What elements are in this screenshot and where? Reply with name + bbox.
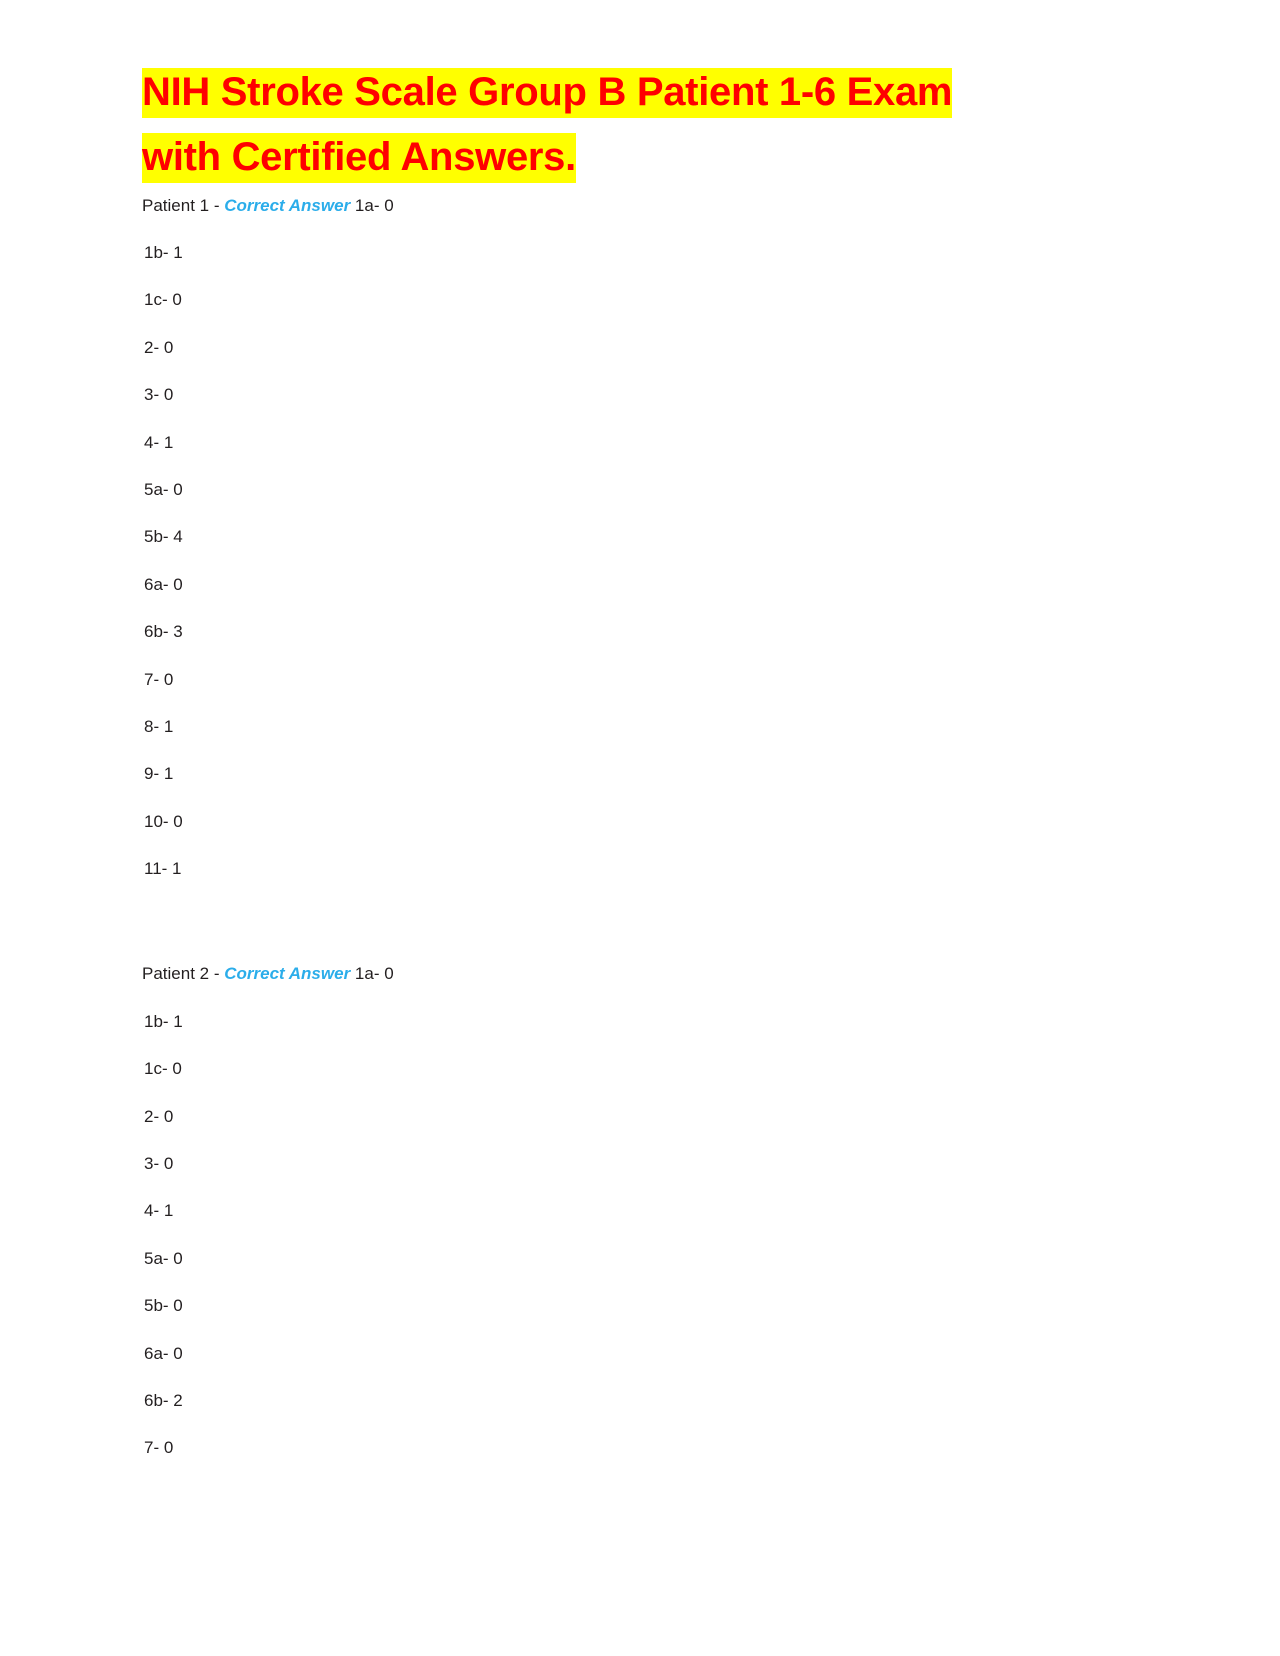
answer-item: 2- 0	[144, 1106, 174, 1126]
answer-item: 11- 1	[144, 859, 182, 879]
answer-item: 1c- 0	[144, 1059, 182, 1079]
patient-lead-line	[142, 196, 1140, 216]
patient-label: Patient 2 -	[142, 964, 225, 984]
answer-item: 5b- 0	[144, 1296, 183, 1316]
answer-item: 6b- 2	[144, 1390, 183, 1410]
answer-item: 2- 0	[144, 337, 174, 357]
correct-answer-label: Correct Answer	[224, 964, 351, 984]
patient-first-answer: 1a- 0	[350, 195, 394, 215]
answer-item: 5b- 4	[144, 527, 183, 547]
answer-block-patient-1	[142, 196, 1140, 880]
correct-answer-label: Correct Answer	[224, 195, 351, 215]
answer-item: 7- 0	[144, 1438, 174, 1458]
answer-block-patient-2	[142, 964, 1140, 1458]
block-separator	[142, 906, 1140, 964]
answer-item: 9- 1	[144, 764, 174, 784]
page-title	[142, 60, 1002, 190]
page-title-text: NIH Stroke Scale Group B Patient 1-6 Exam with Certified Answers.	[142, 68, 952, 183]
answer-item: 6a- 0	[144, 574, 183, 594]
answer-item: 8- 1	[144, 716, 174, 736]
answer-item: 7- 0	[144, 669, 174, 689]
answer-item: 10- 0	[144, 811, 183, 831]
answer-item: 3- 0	[144, 385, 174, 405]
answer-item: 5a- 0	[144, 479, 183, 499]
answer-item: 1b- 1	[144, 1011, 183, 1031]
patient-label: Patient 1 -	[142, 195, 225, 215]
answer-item: 4- 1	[144, 1201, 174, 1221]
answer-item: 1b- 1	[144, 242, 183, 262]
answer-item: 3- 0	[144, 1154, 174, 1174]
answer-item: 4- 1	[144, 432, 174, 452]
answer-item: 5a- 0	[144, 1248, 183, 1268]
answer-item: 1c- 0	[144, 290, 182, 310]
answer-item: 6b- 3	[144, 622, 183, 642]
answer-item: 6a- 0	[144, 1343, 183, 1363]
patient-first-answer: 1a- 0	[350, 964, 394, 984]
patient-lead-line	[142, 964, 1140, 984]
